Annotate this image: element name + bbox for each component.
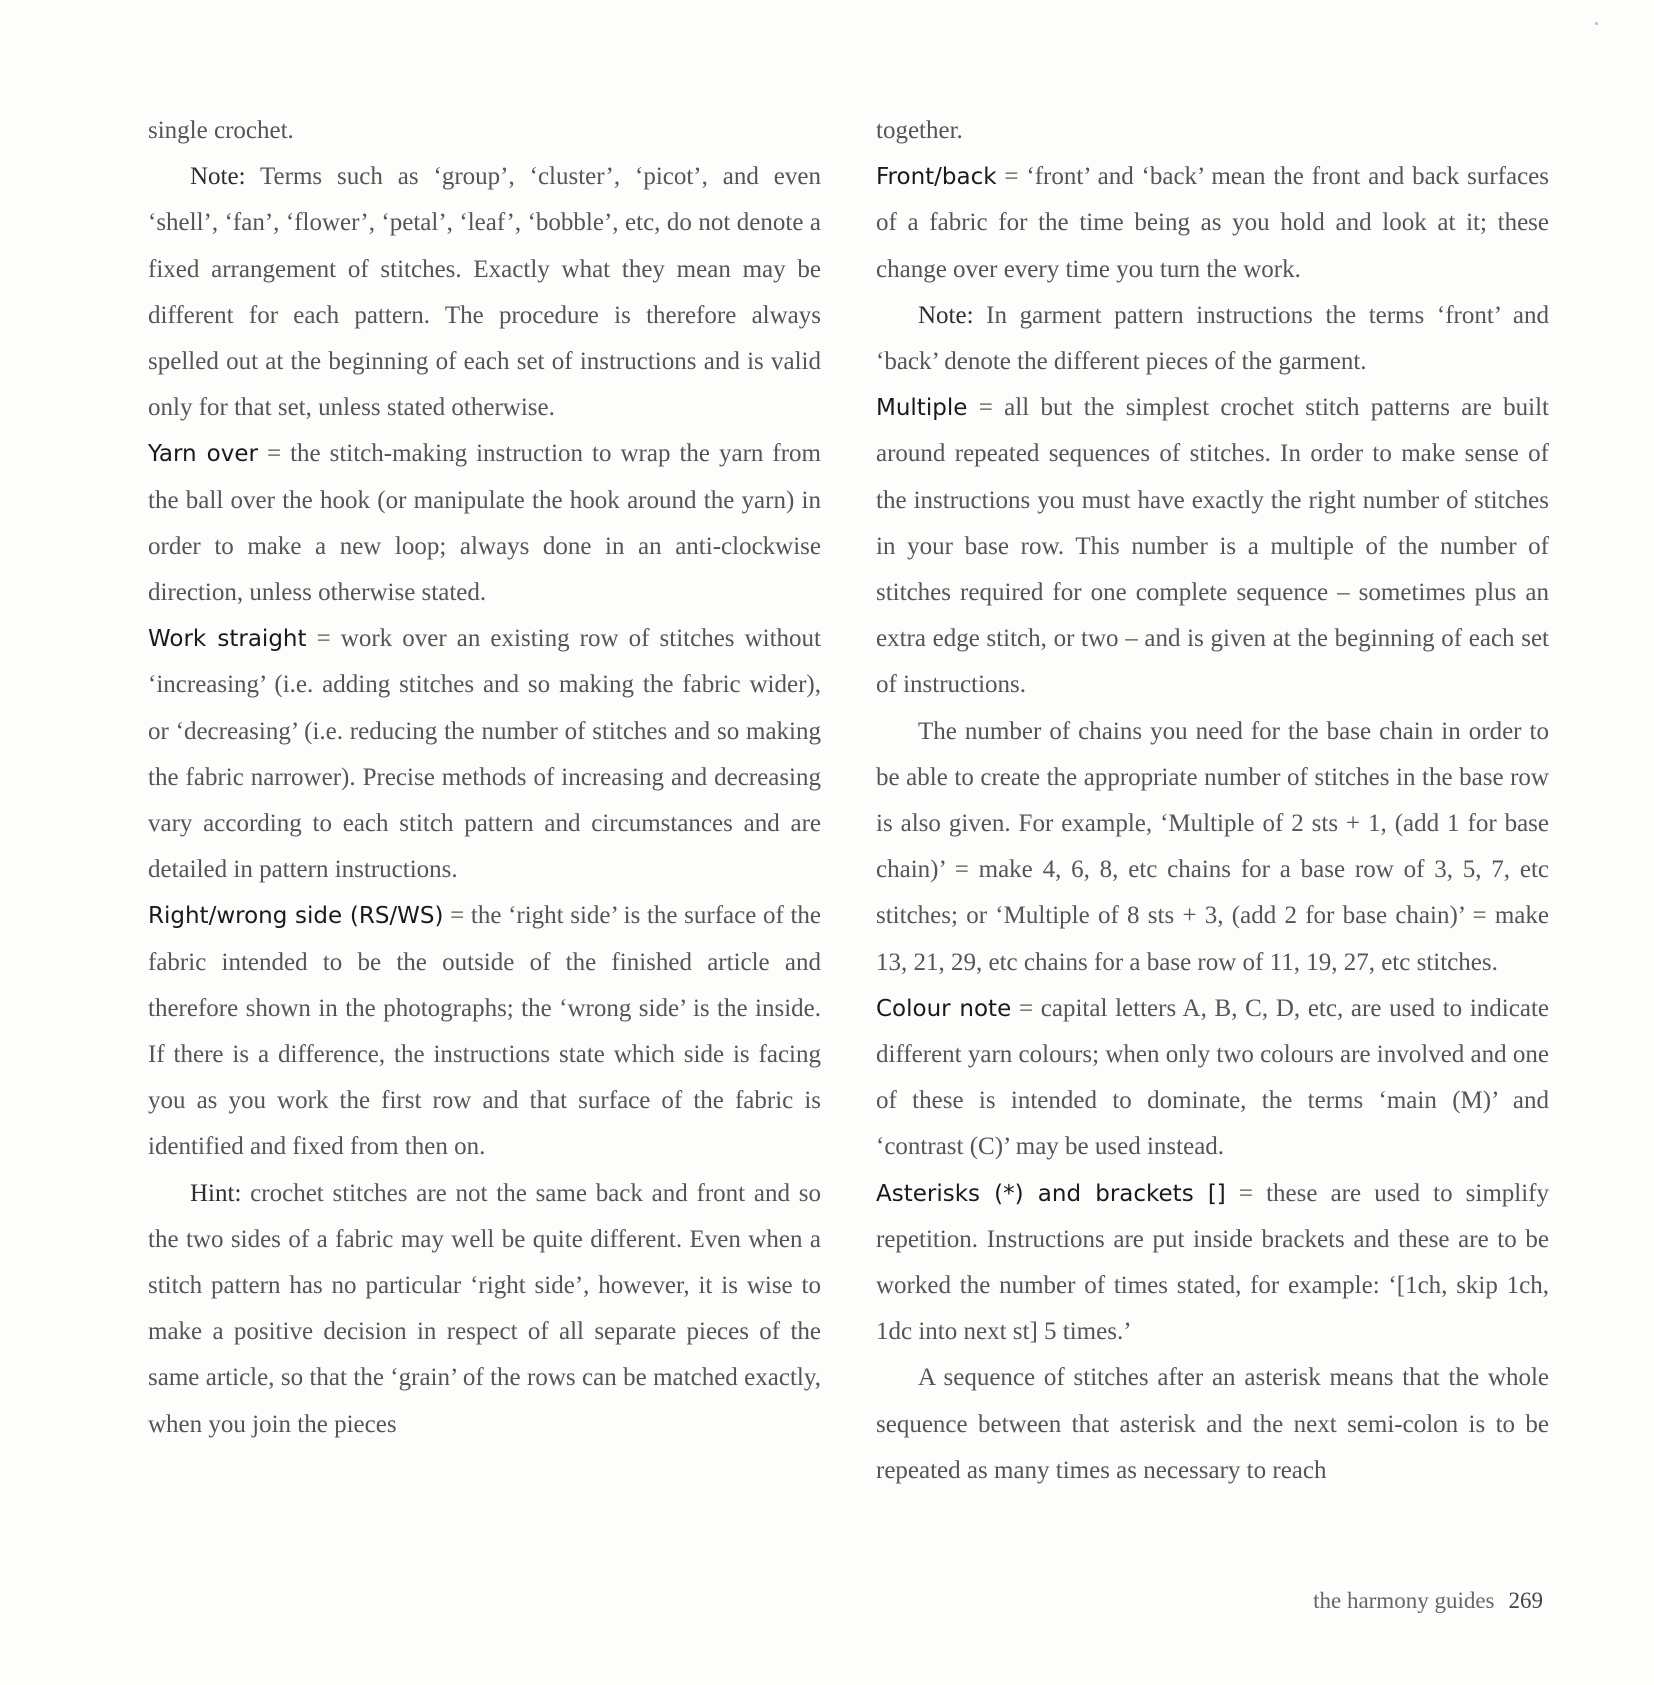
hint-label: Hint: [190,1179,242,1207]
page-number: 269 [1508,1588,1543,1613]
definition-text: = capital letters A, B, C, D, etc, are used to indicate different yarn colours; when only two colours are involved and one of these is intended to dominate, the terms ‘main (M)’ and ‘contrast (C)’ may be used instead. [876,994,1549,1161]
term-multiple: Multiple [876,395,968,422]
definition-text: = these are used to simplify repetition. Instructions are put inside brackets and these are to be worked the number of times stated, for example: ‘[1ch, skip 1ch, 1dc into next st] 5 times.’ [876,1179,1550,1346]
note-paragraph [148,154,821,431]
term-work-straight: Work straight [148,626,307,653]
definition-text: = the ‘right side’ is the surface of the fabric intended to be the outside of the finished article and therefore shown in the photographs; the ‘wrong side’ is the inside. If there is a difference, the instructions state which side is facing you as you work the first row and that surface of the fabric is identified and fixed from then on. [148,902,821,1161]
definition-text: = the stitch-making instruction to wrap the yarn from the ball over the hook (or manipulate the hook around the yarn) in order to make a new loop; always done in an anti-clockwise direction, unless otherwise stated. [148,440,821,607]
definition-colour-note [876,986,1549,1171]
definition-text: = ‘front’ and ‘back’ mean the front and back surfaces of a fabric for the time being as you hold and look at it; these change over every time you turn the work. [876,163,1549,283]
sequence-paragraph: A sequence of stitches after an asterisk means that the whole sequence between that asterisk and the next semi-colon is to be repeated as many times as necessary to reach [876,1364,1549,1484]
left-column [148,108,821,1448]
definition-right-wrong-side [148,893,821,1170]
hint-text: crochet stitches are not the same back and front and so the two sides of a fabric may well be quite different. Even when a stitch pattern has no particular ‘right side’, however, it is wise to make a positive decision in respect of all separate pieces of the same article, so that the ‘grain’ of the rows can be matched exactly, when you join the pieces [148,1179,821,1438]
hint-paragraph [148,1171,821,1448]
term-asterisks-brackets: Asterisks (*) and brackets [] [876,1180,1226,1207]
definition-front-back [876,154,1549,293]
term-right-wrong-side: Right/wrong side (RS/WS) [148,903,444,930]
term-front-back: Front/back [876,164,997,191]
term-yarn-over: Yarn over [148,441,258,468]
definition-yarn-over [148,431,821,616]
definition-asterisks-brackets [876,1171,1549,1356]
chains-paragraph: The number of chains you need for the base chain in order to be able to create the appropriate number of stitches in the base row is also given. For example, ‘Multiple of 2 sts + 1, (add 1 for base chain)’ = make 4, 6, 8, etc chains for a base row of 3, 5, 7, etc stitches; or ‘Multiple of 8 sts + 3, (add 2 for base chain)’ = make 13, 21, 29, etc chains for a base row of 11, 19, 27, etc stitches. [876,717,1549,976]
definition-multiple [876,385,1549,708]
page-footer [1313,1588,1543,1614]
paragraph: single crochet. [148,117,294,144]
definition-text: = work over an existing row of stitches without ‘increasing’ (i.e. adding stitches and so making the fabric wider), or ‘decreasing’ (i.e. reducing the number of stitches and so making the fabric narrower). Precise methods of increasing and decreasing vary according to each stitch pattern and circumstances and are detailed in pattern instructions. [148,625,821,884]
note-paragraph [876,293,1549,385]
note-label: Note: [190,163,246,191]
note-text: Terms such as ‘group’, ‘cluster’, ‘picot’, and even ‘shell’, ‘fan’, ‘flower’, ‘petal’, ‘leaf’, ‘bobble’, etc, do not denote a fixed arrangement of stitches. Exactly what they mean may be different for each pattern. The procedure is therefore always spelled out at the beginning of each set of instructions and is valid only for that set, unless stated otherwise. [148,163,821,422]
definition-work-straight [148,616,821,893]
right-column [876,108,1549,1494]
paragraph: together. [876,117,963,144]
note-text: In garment pattern instructions the terms ‘front’ and ‘back’ denote the different pieces of the garment. [876,301,1549,376]
book-title: the harmony guides [1313,1588,1495,1613]
term-colour-note: Colour note [876,995,1012,1022]
scan-mark [1595,22,1598,25]
definition-text: = all but the simplest crochet stitch patterns are built around repeated sequences of stitches. In order to make sense of the instructions you must have exactly the right number of stitches in your base row. This number is a multiple of the number of stitches required for one complete sequence – sometimes plus an extra edge stitch, or two – and is given at the beginning of each set of instructions. [876,394,1549,699]
note-label: Note: [918,301,974,329]
